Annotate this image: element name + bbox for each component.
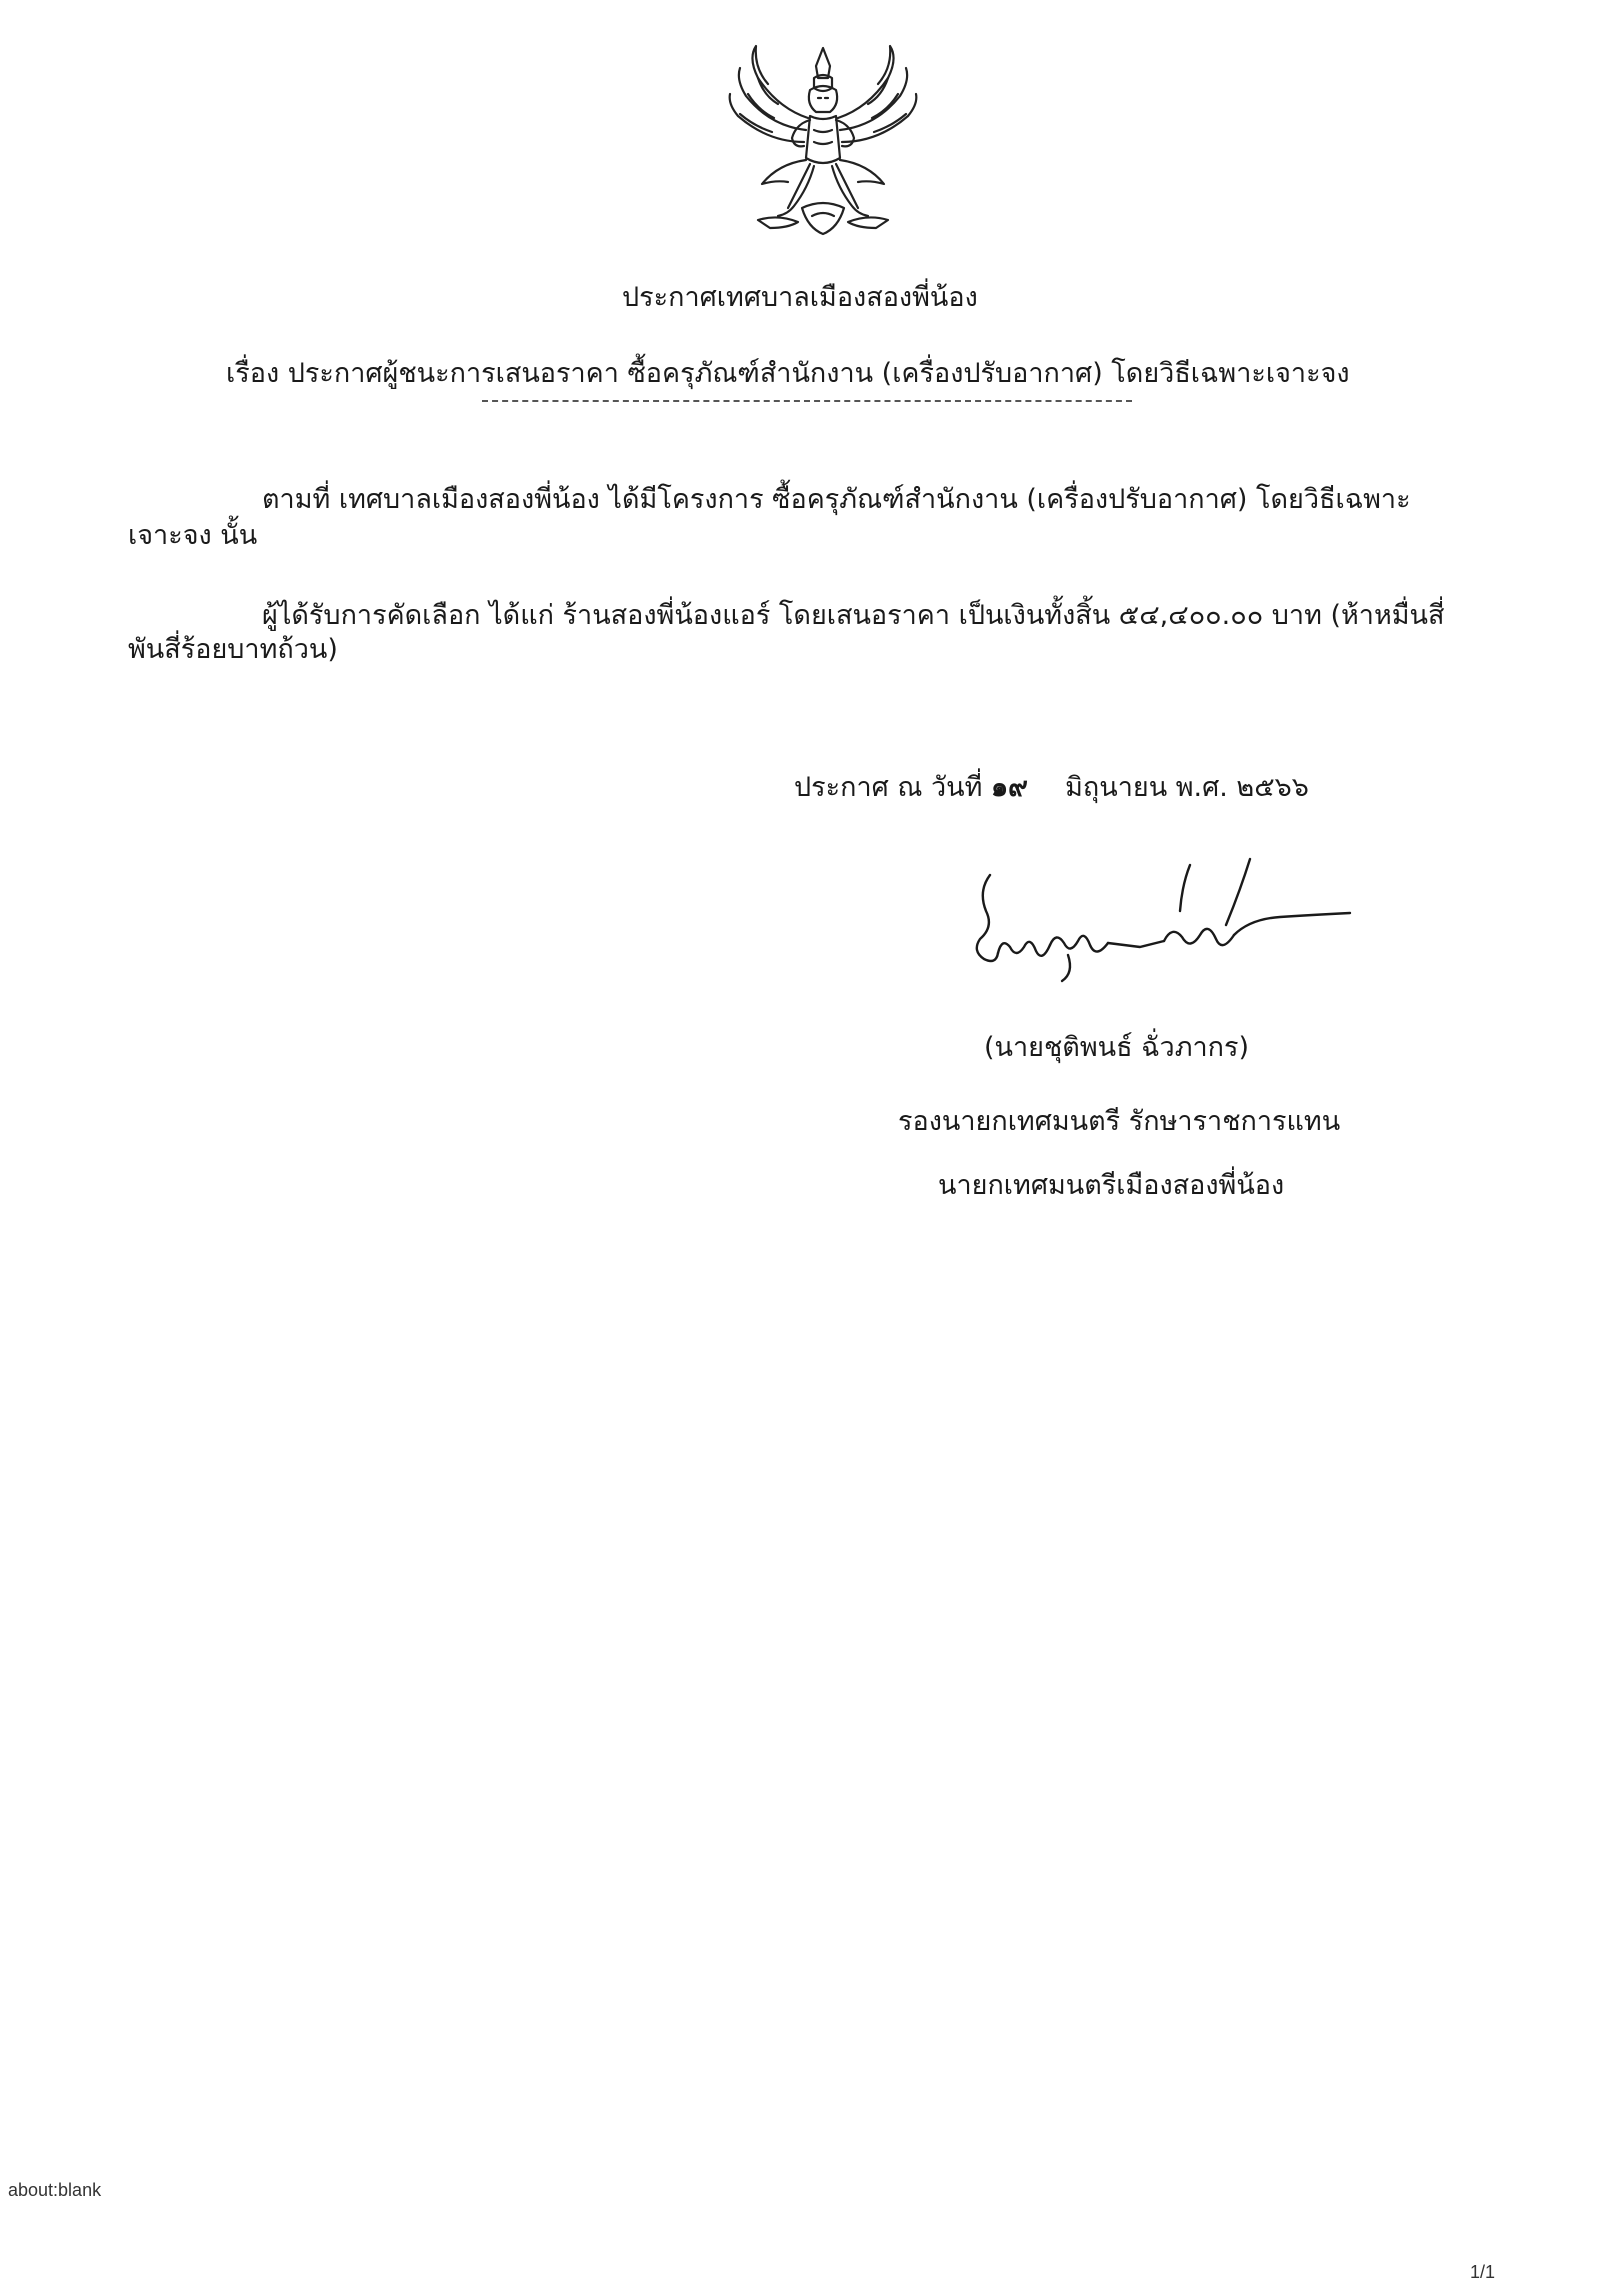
- date-prefix: ประกาศ ณ วันที่: [794, 772, 983, 803]
- signatory-position-line-1: รองนายกเทศมนตรี รักษาราชการแทน: [898, 1106, 1341, 1137]
- body-paragraph-1-line-2: เจาะจง นั้น: [128, 520, 258, 551]
- date-day: ๑๙: [991, 772, 1028, 803]
- signatory-position-line-2: นายกเทศมนตรีเมืองสองพี่น้อง: [938, 1170, 1285, 1201]
- body-paragraph-2-line-2: พันสี่ร้อยบาทถ้วน): [128, 634, 338, 665]
- print-footer-page-number: 1/1: [1470, 2262, 1496, 2282]
- announcement-date: [794, 770, 1309, 806]
- divider-line: [482, 400, 1132, 402]
- body-paragraph-2-line-1: ผู้ได้รับการคัดเลือก ได้แก่ ร้านสองพี่น้องแอร์ โดยเสนอราคา เป็นเงินทั้งสิ้น ๕๔,๔๐๐.๐๐ บาท (ห้าหมื่นสี่: [262, 600, 1445, 631]
- date-month-year: มิถุนายน พ.ศ. ๒๕๖๖: [1065, 772, 1309, 803]
- announcement-subject: เรื่อง ประกาศผู้ชนะการเสนอราคา ซื้อครุภัณฑ์สำนักงาน (เครื่องปรับอากาศ) โดยวิธีเฉพาะเจาะจง: [226, 358, 1350, 389]
- print-footer-url: about:blank: [8, 2180, 102, 2200]
- garuda-emblem-icon: [718, 38, 928, 253]
- signatory-name: (นายชุติพนธ์ ฉั่วภากร): [984, 1032, 1250, 1063]
- handwritten-signature: [950, 855, 1360, 1000]
- announcement-title: ประกาศเทศบาลเมืองสองพี่น้อง: [622, 282, 978, 313]
- body-paragraph-1-line-1: ตามที่ เทศบาลเมืองสองพี่น้อง ได้มีโครงการ ซื้อครุภัณฑ์สำนักงาน (เครื่องปรับอากาศ) โดยวิธีเฉพาะ: [262, 484, 1411, 515]
